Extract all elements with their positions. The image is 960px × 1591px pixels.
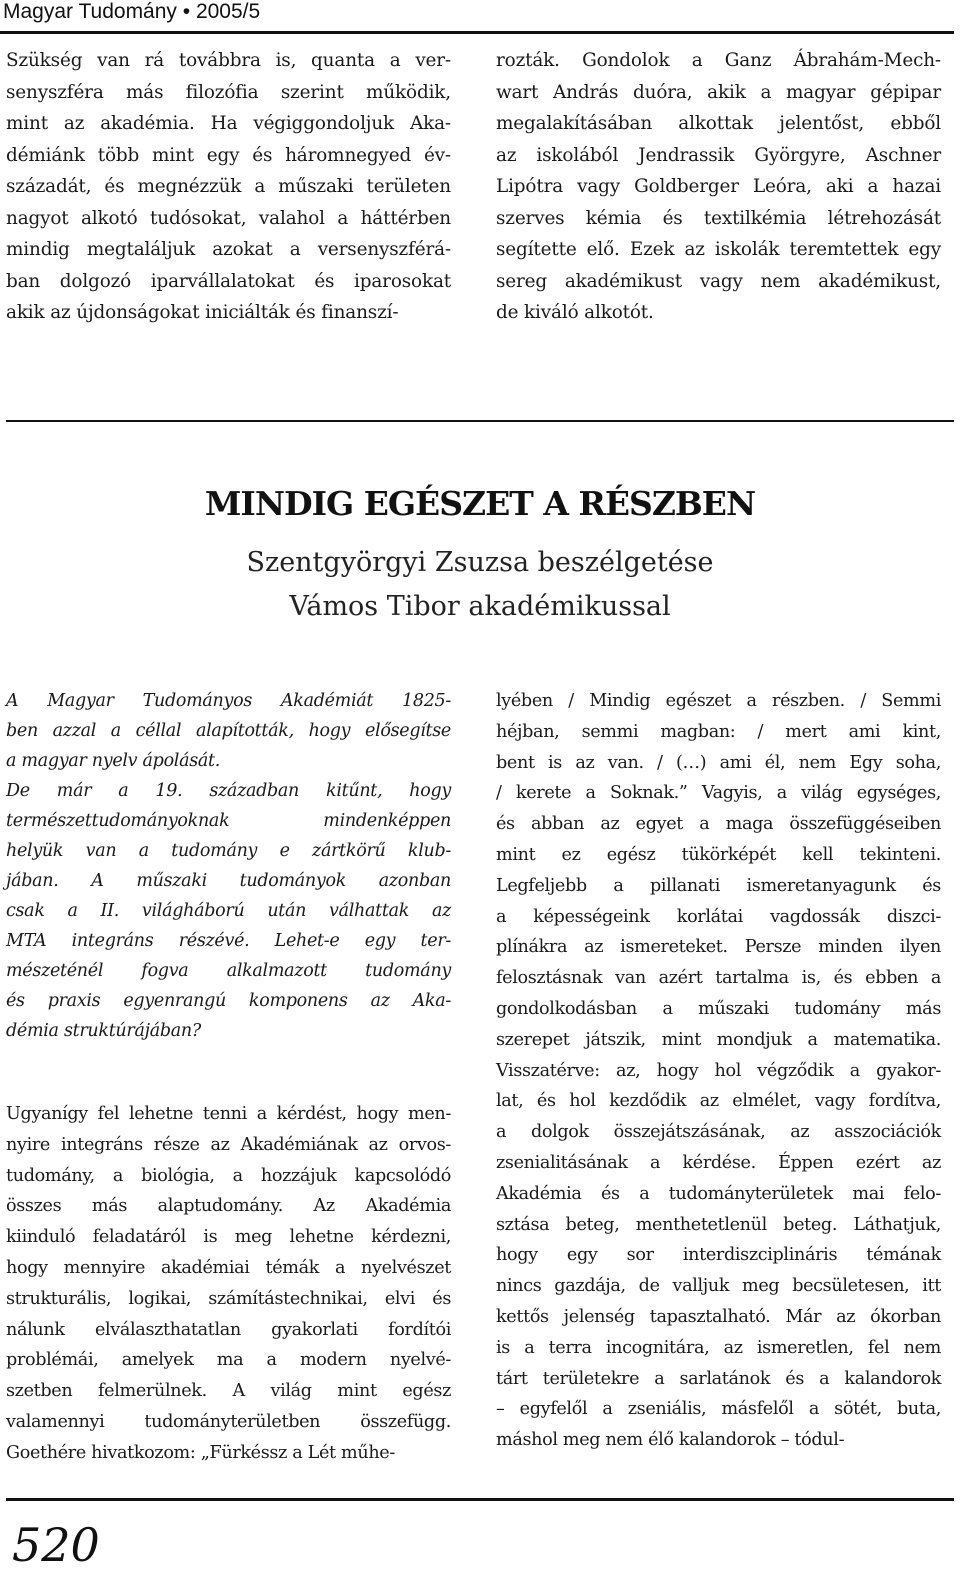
text-line: jában. A műszaki tudományok azonban	[6, 871, 451, 891]
text-line: nálunk elválaszthatatlan gyakorlati fordítói	[6, 1319, 451, 1340]
article-subtitle-line-2: Vámos Tibor akadémikussal	[289, 591, 671, 622]
running-header	[0, 0, 960, 32]
text-line: helyük van a tudomány e zártkörű klub-	[6, 841, 451, 861]
section-divider	[6, 420, 954, 422]
text-line: hogy egy sor interdiszciplináris témának	[496, 1245, 941, 1266]
text-line: MTA integráns részévé. Lehet-e egy ter-	[6, 931, 451, 951]
text-line: héjban, semmi magban: / mert ami kint,	[496, 721, 941, 742]
text-line: / kerete a Soknak.” Vagyis, a világ egységes,	[496, 783, 941, 804]
top-left-column	[6, 45, 451, 329]
text-line: Lipótra vagy Goldberger Leóra, aki a hazai	[496, 176, 941, 197]
text-line: lat, és hol kezdődik az elmélet, vagy fordítva,	[496, 1091, 941, 1112]
article-lead	[6, 686, 451, 1046]
text-line: nyire integráns része az Akadémiának az orvos-	[6, 1134, 451, 1155]
text-line: plínákra az ismereteket. Persze minden ilyen	[496, 937, 941, 958]
text-line: zsenialitásának a kérdése. Éppen ezért az	[496, 1152, 941, 1173]
text-line: mindig megtaláljuk azokat a versenyszférá-	[6, 239, 451, 260]
footer-rule	[6, 1498, 954, 1501]
text-line: természettudományoknak mindenképpen	[6, 811, 451, 831]
text-line: rozták. Gondolok a Ganz Ábrahám-Mech-	[496, 50, 941, 71]
text-line: A Magyar Tudományos Akadémiát 1825-	[6, 691, 451, 711]
text-line: mint ez egész tükörképét kell tekinteni.	[496, 844, 941, 865]
text-line: sereg akadémikust vagy nem akadémikust,	[496, 270, 941, 292]
text-line: lyében / Mindig egészet a részben. / Semmi	[496, 691, 941, 711]
text-line: démia struktúrájában?	[6, 1021, 201, 1041]
text-line: De már a 19. században kitűnt, hogy	[6, 781, 451, 801]
text-line: strukturális, logikai, számítástechnikai, elvi és	[6, 1288, 451, 1309]
text-line: ben azzal a céllal alapították, hogy elősegítse	[6, 721, 451, 741]
text-line: segítette elő. Ezek az iskolák teremtettek egy	[496, 239, 941, 260]
text-line: nagyot alkotó tudósokat, valahol a háttérben	[6, 207, 451, 229]
text-line: Ugyanígy fel lehetne tenni a kérdést, hogy men-	[6, 1104, 451, 1124]
text-line: ban dolgozó iparvállalatokat és iparosokat	[6, 270, 451, 292]
text-line: máshol meg nem élő kalandorok – tódul-	[496, 1430, 845, 1451]
journal-title: Magyar Tudomány • 2005/5	[3, 0, 261, 23]
text-line: senyszféra más filozófia szerint működik,	[6, 81, 451, 103]
text-line: tudomány, a biológia, a hozzájuk kapcsolódó	[6, 1165, 451, 1186]
text-line: felosztásnak van azért tartalma is, és ebben a	[496, 968, 941, 989]
text-line: századát, és megnézzük a műszaki területen	[6, 176, 451, 197]
text-line: szetben felmerülnek. A világ mint egész	[6, 1381, 451, 1402]
text-line: sztása beteg, menthetetlenül beteg. Láthatjuk,	[496, 1214, 941, 1235]
text-line: wart András duóra, akik a magyar gépipar	[496, 81, 941, 103]
text-line: mészeténél fogva alkalmazott tudomány	[6, 961, 451, 981]
text-line: gondolkodásban a műszaki tudomány más	[496, 998, 941, 1019]
text-line: tárt területekre a sarlatánok és a kalandorok	[496, 1368, 941, 1389]
text-line: de kiváló alkotót.	[496, 302, 654, 323]
text-line: a dolgok összejátszásának, az asszociációk	[496, 1122, 941, 1143]
text-line: nincs gazdája, de valljuk meg becsületesen, itt	[496, 1276, 941, 1297]
text-line: Legfeljebb a pillanati ismeretanyagunk és	[496, 875, 941, 896]
text-line: problémái, amelyek ma a modern nyelvé-	[6, 1350, 451, 1371]
text-line: hogy mennyire akadémiai témák a nyelvészet	[6, 1257, 451, 1278]
text-line: a magyar nyelv ápolását.	[6, 751, 221, 771]
text-line: – egyfelől a zseniális, másfelől a sötét, buta,	[496, 1399, 941, 1420]
top-right-column	[496, 45, 941, 329]
body-right-column	[496, 686, 941, 1456]
text-line: akik az újdonságokat iniciálták és finanszí-	[6, 302, 399, 323]
text-line: megalakításában alkottak jelentőst, ebből	[496, 113, 941, 134]
text-line: Visszatérve: az, hogy hol végződik a gyakor-	[496, 1060, 941, 1081]
text-line: bent is az van. / (…) ami él, nem Egy soha,	[496, 752, 941, 773]
text-line: és abban az egyet a maga összefüggéseiben	[496, 814, 941, 835]
text-line: kettős jelenség tapasztalható. Már az ókorban	[496, 1306, 941, 1327]
text-line: is a terra incognitára, az ismeretlen, fel nem	[496, 1337, 941, 1358]
text-line: kiinduló feladatáról is meg lehetne kérdezni,	[6, 1227, 451, 1248]
text-line: csak a II. világháború után válhattak az	[6, 901, 451, 921]
text-line: a képességeink korlátai vagdossák diszci-	[496, 906, 941, 927]
page-number: 520	[12, 1518, 100, 1572]
article-subtitle-line-1: Szentgyörgyi Zsuzsa beszélgetése	[246, 547, 714, 578]
text-line: szerves kémia és textilkémia létrehozását	[496, 207, 941, 229]
text-line: mint az akadémia. Ha végiggondoljuk Aka-	[6, 113, 451, 134]
article-title: MINDIG EGÉSZET A RÉSZBEN	[204, 484, 756, 523]
text-line: démiánk több mint egy és háromnegyed év-	[6, 144, 451, 166]
text-line: Akadémia és a tudományterületek mai felo-	[496, 1183, 941, 1204]
text-line: és praxis egyenrangú komponens az Aka-	[6, 991, 451, 1011]
text-line: valamennyi tudományterületben összefügg.	[6, 1411, 451, 1432]
body-left-column	[6, 1099, 451, 1469]
text-line: Goethére hivatkozom: „Fürkéssz a Lét műhe-	[6, 1442, 395, 1463]
text-line: az iskolából Jendrassik Györgyre, Aschner	[496, 144, 941, 166]
text-line: Szükség van rá továbbra is, quanta a ver-	[6, 50, 451, 71]
text-line: szerepet játszik, mint mondjuk a matematika.	[496, 1029, 941, 1050]
text-line: összes más alaptudomány. Az Akadémia	[6, 1196, 451, 1217]
header-rule	[0, 31, 954, 34]
